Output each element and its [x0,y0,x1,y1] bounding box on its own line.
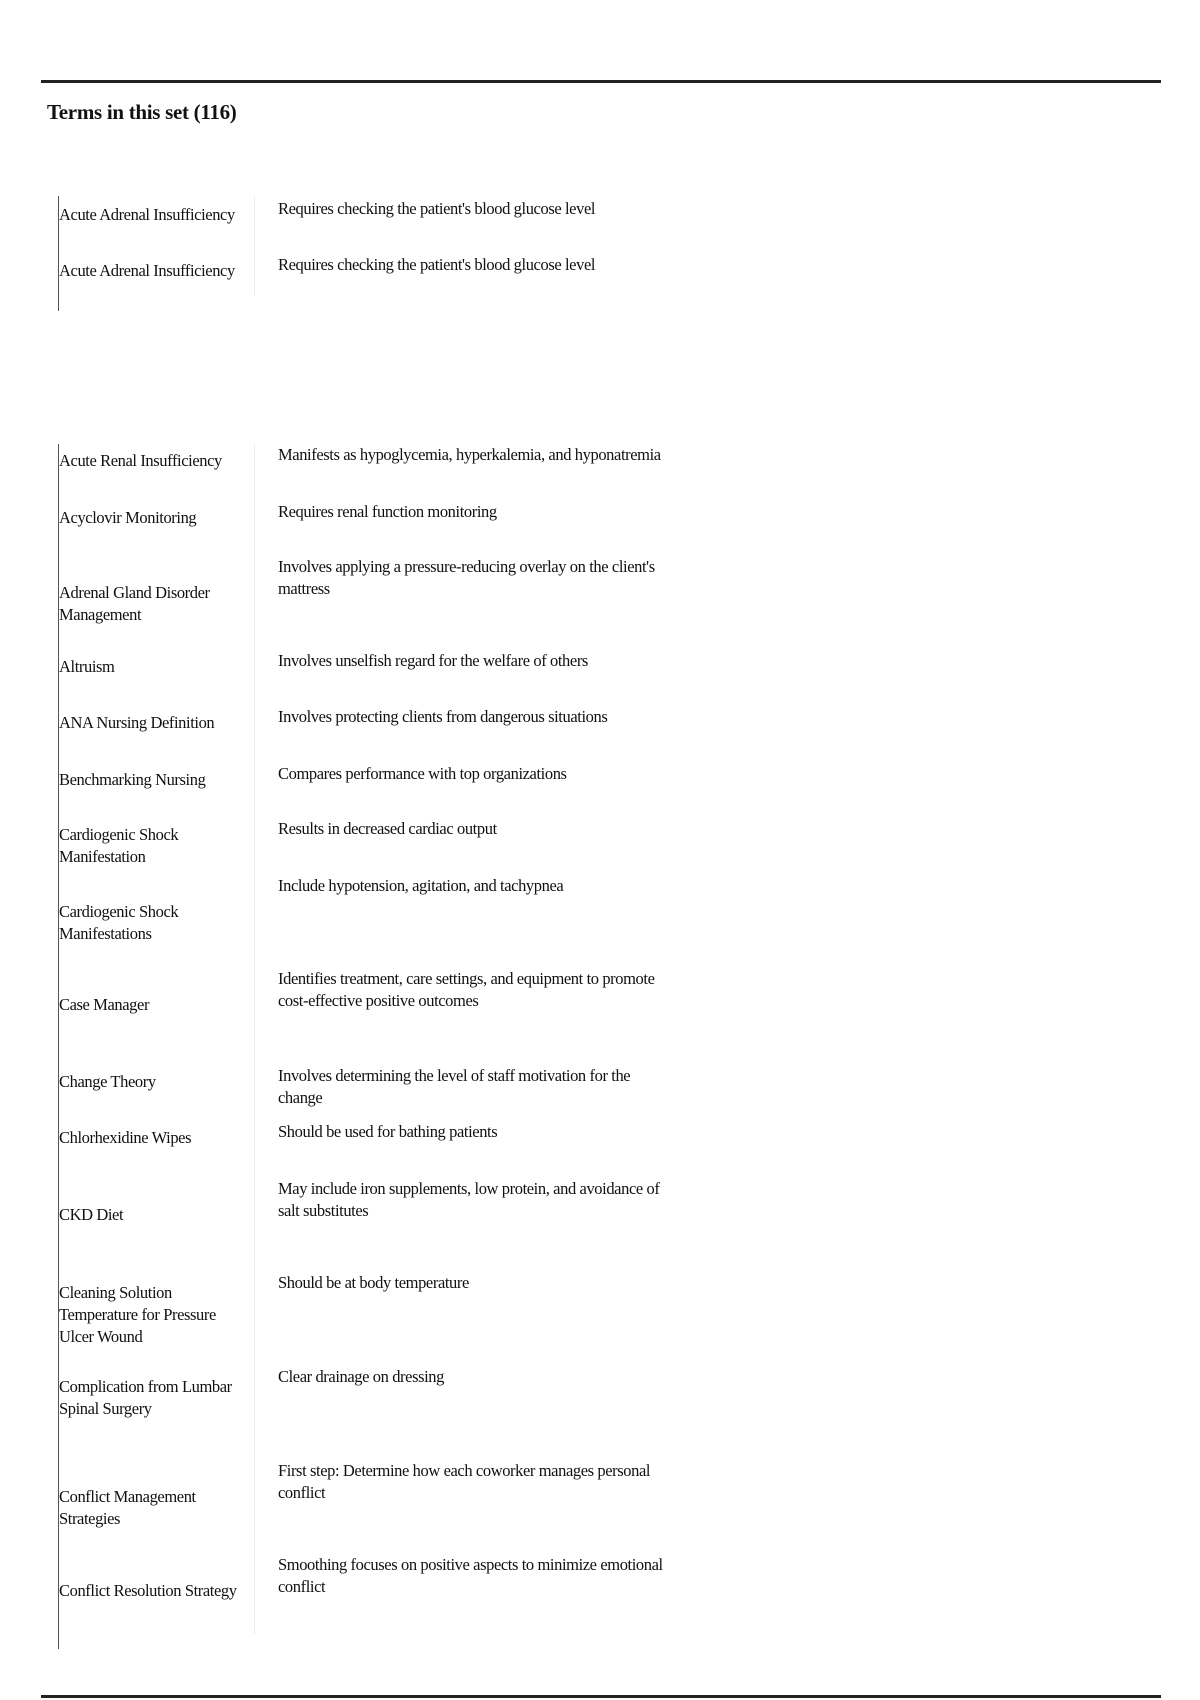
term-text: Acyclovir Monitoring [59,508,197,527]
term-row [59,1460,679,1528]
definition-text: Clear drainage on dressing [278,1367,445,1386]
term-row [59,255,679,282]
definition-text: Results in decreased cardiac output [278,819,497,838]
definition-text: Smoothing focuses on positive aspects to minimize emotional conflict [278,1555,663,1596]
term-row [59,652,679,676]
term-text: Conflict Management Strategies [59,1487,196,1528]
top-divider [41,80,1161,83]
definition-text: May include iron supplements, low protein, and avoidance of salt substitutes [278,1179,660,1220]
term-text: Cardiogenic Shock Manifestation [59,825,179,866]
term-row [59,819,679,866]
term-row [59,556,679,624]
definition-text: Should be at body temperature [278,1273,469,1292]
definition-text: Requires renal function monitoring [278,502,497,521]
term-text: Cleaning Solution Temperature for Pressure Ulcer Wound [59,1283,216,1346]
bottom-divider [41,1695,1161,1698]
term-text: Acute Adrenal Insufficiency [59,261,235,280]
term-row [59,1178,679,1228]
terms-count-heading: Terms in this set (116) [47,100,237,124]
term-text: CKD Diet [59,1205,124,1224]
definition-text: Involves unselfish regard for the welfare of others [278,651,588,670]
term-text: Cardiogenic Shock Manifestations [59,902,179,943]
definition-text: Compares performance with top organizations [278,764,567,783]
term-row [59,446,679,470]
term-row [59,765,679,789]
term-row [59,968,679,1018]
term-text: Adrenal Gland Disorder Management [59,583,210,624]
term-text: Change Theory [59,1072,156,1091]
term-text: Acute Adrenal Insufficiency [59,205,235,224]
term-row [59,875,679,943]
definition-text: Requires checking the patient's blood glucose level [278,255,596,274]
column-divider [254,444,255,1634]
term-text: Complication from Lumbar Spinal Surgery [59,1377,232,1418]
definition-text: Should be used for bathing patients [278,1122,498,1141]
definition-text: Involves determining the level of staff motivation for the change [278,1066,631,1107]
term-row [59,1272,679,1346]
term-text: Case Manager [59,995,150,1014]
definition-text: Identifies treatment, care settings, and equipment to promote cost-effective positive outcomes [278,969,655,1010]
term-text: Conflict Resolution Strategy [59,1581,237,1600]
term-row [59,199,679,226]
term-text: Acute Renal Insufficiency [59,451,222,470]
term-row [59,708,679,732]
term-row [59,1066,679,1107]
term-text: Chlorhexidine Wipes [59,1128,192,1147]
term-text: Benchmarking Nursing [59,770,206,789]
term-text: ANA Nursing Definition [59,713,215,732]
term-row [59,1554,679,1604]
definition-text: Manifests as hypoglycemia, hyperkalemia, and hyponatremia [278,445,661,464]
definition-text: Requires checking the patient's blood glucose level [278,199,596,218]
definition-text: First step: Determine how each coworker manages personal conflict [278,1461,651,1502]
term-row [59,503,679,527]
term-row [59,1366,679,1416]
definition-text: Involves applying a pressure-reducing overlay on the client's mattress [278,557,655,598]
term-row [59,1123,679,1147]
definition-text: Involves protecting clients from dangerous situations [278,707,608,726]
term-text: Altruism [59,657,115,676]
definition-text: Include hypotension, agitation, and tachypnea [278,876,564,895]
